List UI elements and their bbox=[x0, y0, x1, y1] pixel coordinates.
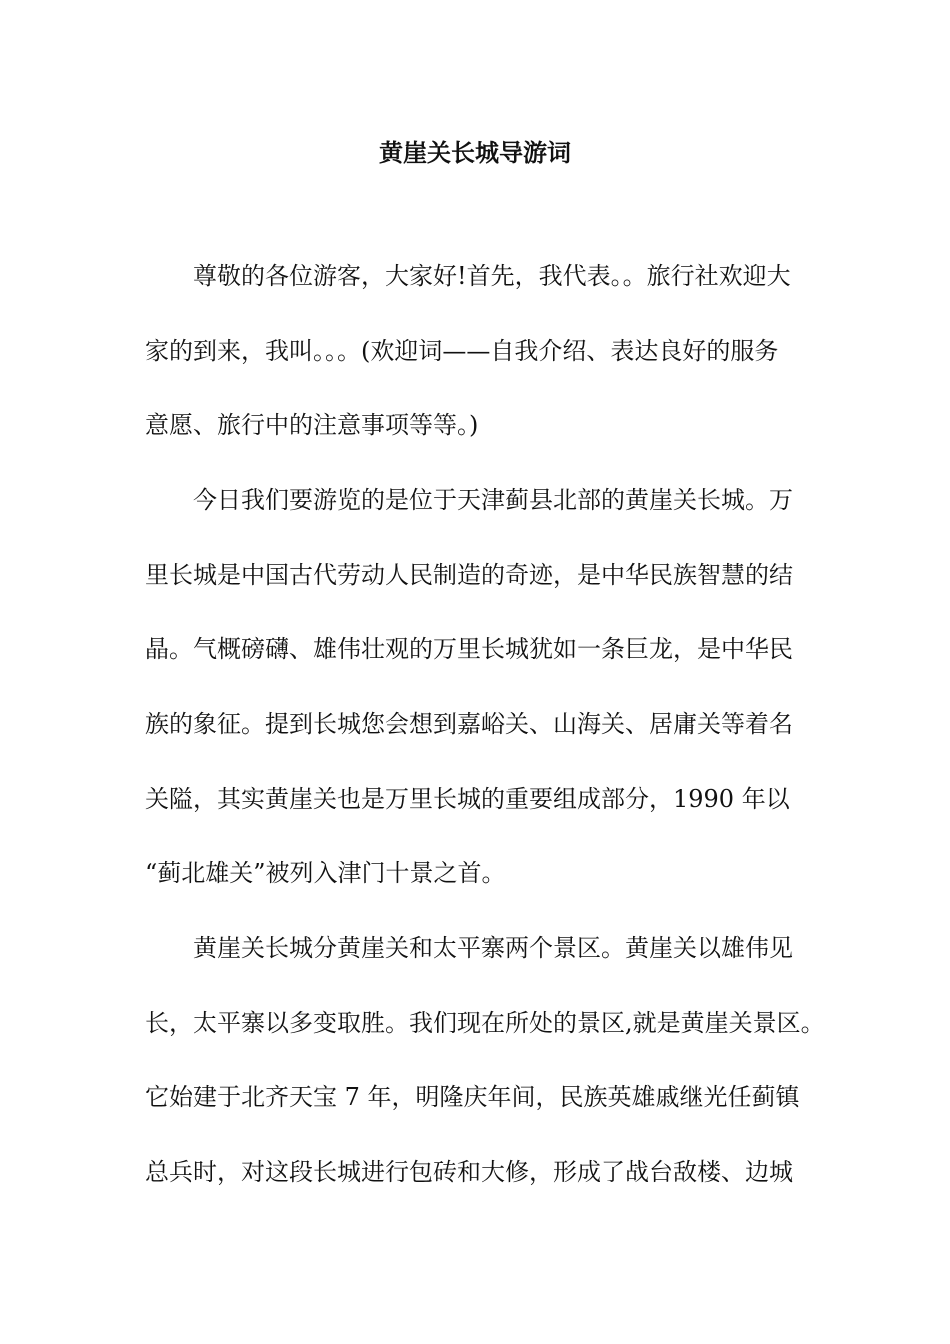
paragraph-2-line-3: 晶。气概磅礴、雄伟壮观的万里长城犹如一条巨龙，是中华民 bbox=[145, 635, 793, 663]
paragraph-1-line-2: 家的到来，我叫。。。(欢迎词——自我介绍、表达良好的服务 bbox=[145, 337, 779, 365]
paragraph-2-line-2: 里长城是中国古代劳动人民制造的奇迹，是中华民族智慧的结 bbox=[145, 561, 793, 589]
paragraph-2-line-1: 今日我们要游览的是位于天津蓟县北部的黄崖关长城。万 bbox=[193, 486, 793, 514]
paragraph-3-line-4: 总兵时，对这段长城进行包砖和大修，形成了战台敌楼、边城 bbox=[145, 1158, 793, 1186]
paragraph-3-line-3: 它始建于北齐天宝 7 年，明隆庆年间，民族英雄戚继光任蓟镇 bbox=[145, 1083, 800, 1111]
paragraph-2-line-5: 关隘，其实黄崖关也是万里长城的重要组成部分，1990 年以 bbox=[145, 785, 790, 813]
paragraph-3-line-1: 黄崖关长城分黄崖关和太平寨两个景区。黄崖关以雄伟见 bbox=[193, 934, 793, 962]
paragraph-2-line-4: 族的象征。提到长城您会想到嘉峪关、山海关、居庸关等着名 bbox=[145, 710, 793, 738]
paragraph-3-line-2: 长，太平寨以多变取胜。我们现在所处的景区,就是黄崖关景区。 bbox=[145, 1009, 825, 1037]
document-title: 黄崖关长城导游词 bbox=[379, 139, 571, 167]
paragraph-2-line-6: “蓟北雄关”被列入津门十景之首。 bbox=[145, 859, 506, 887]
paragraph-1-line-3: 意愿、旅行中的注意事项等等。) bbox=[145, 411, 479, 439]
paragraph-1-line-1: 尊敬的各位游客，大家好!首先，我代表。。旅行社欢迎大 bbox=[193, 262, 791, 290]
